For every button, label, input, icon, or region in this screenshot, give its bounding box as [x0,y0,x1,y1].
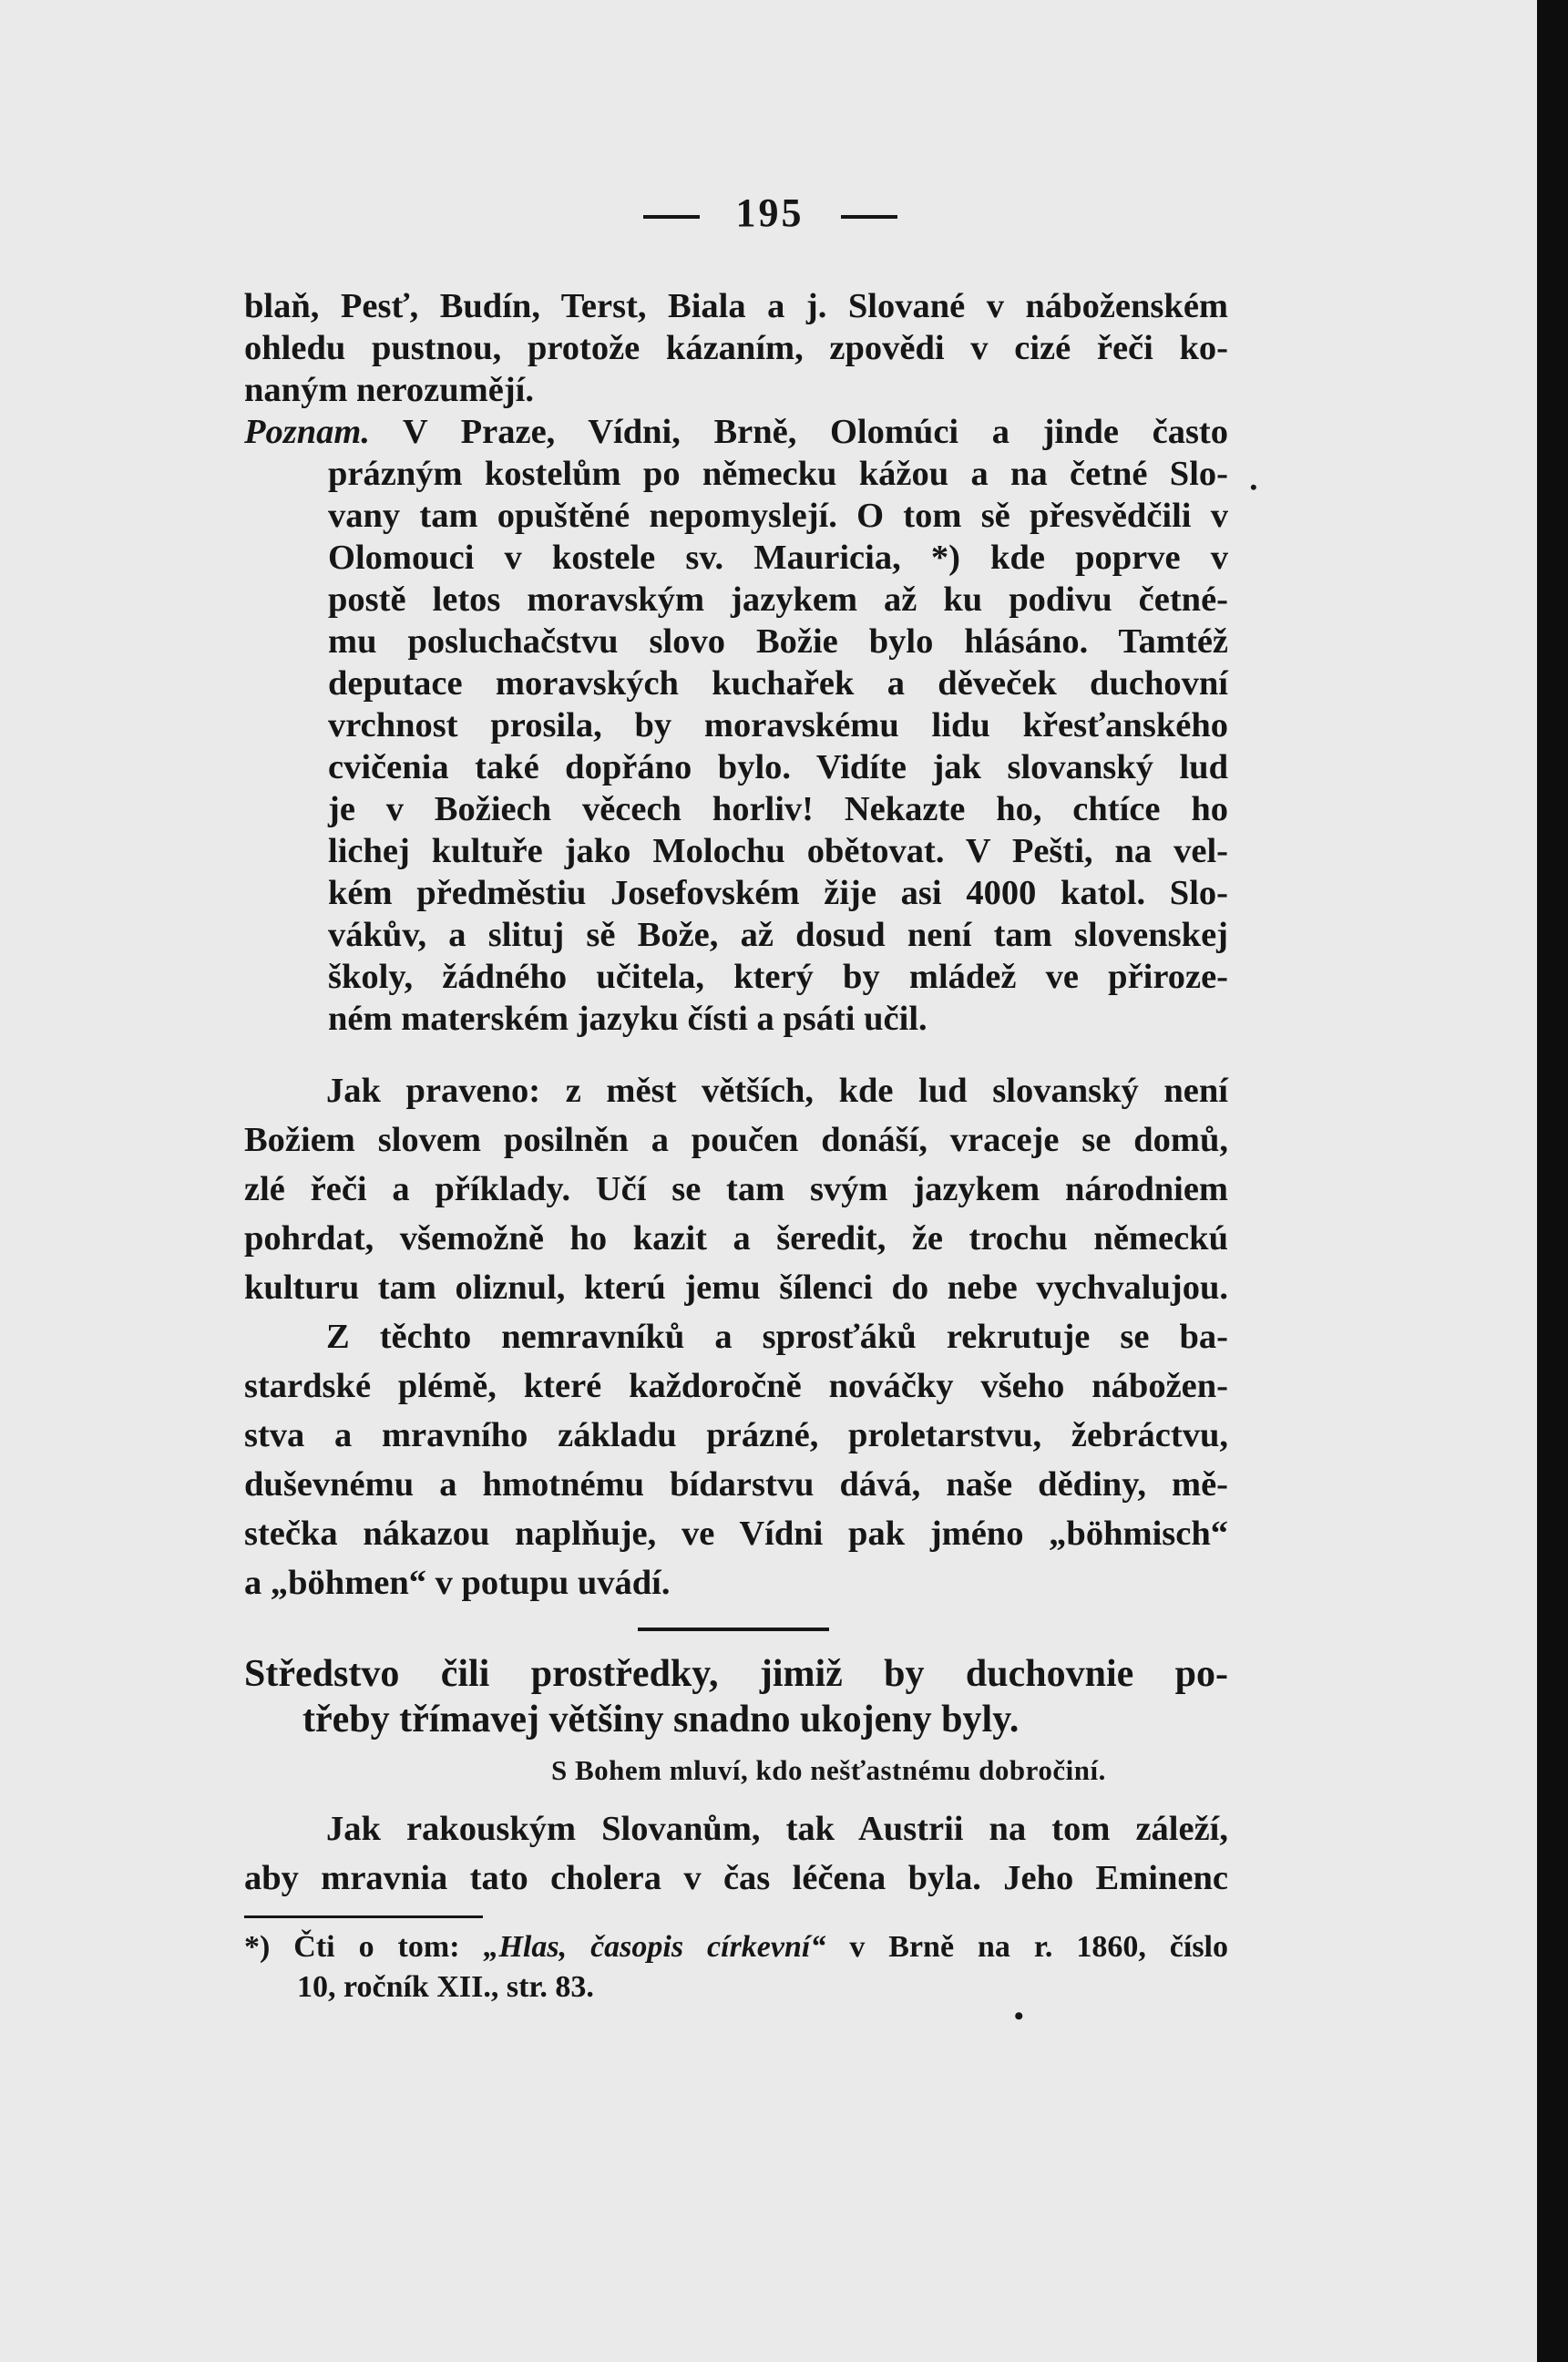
note-line: lichej kultuře jako Molochu obětovat. V Pešti, na vel- [328,832,1228,870]
paragraph-line: Z těchto nemravníků a sprosťáků rekrutuje se ba- [326,1318,1228,1356]
note-line: deputace moravských kuchařek a děveček duchovní [328,664,1228,703]
paragraph-line: Jak rakouským Slovanům, tak Austrii na tom záleží, [326,1810,1228,1848]
paragraph-line: Božiem slovem posilněn a poučen donáší, vraceje se domů, [244,1121,1228,1159]
page-number-dash-right [841,215,897,219]
page-number-dash-left [643,215,700,219]
page-edge-border [1537,0,1568,2362]
paragraph-line: kulturu tam oliznul, kterú jemu šílenci do nebe vychvalujou. [244,1268,1228,1307]
footnote-title: „Hlas, časopis církevní“ [483,1930,826,1964]
paragraph-line: Jak praveno: z měst větších, kde lud slovanský není [326,1072,1228,1110]
margin-mark: • [1250,476,1257,498]
heading-line: Středstvo čili prostředky, jimiž by duchovnie po- [244,1653,1228,1695]
intro-line: naným nerozumějí. [244,371,534,409]
note-line: kém předměstiu Josefovském žije asi 4000 katol. Slo- [328,874,1228,912]
note-line: je v Božiech věcech horliv! Nekazte ho, chtíce ho [328,790,1228,828]
section-paragraph [244,1804,1228,1903]
intro-line: blaň, Pesť, Budín, Terst, Biala a j. Slované v náboženském [244,287,1228,325]
note-line: školy, žádného učitela, který by mládež ve přiroze- [328,958,1228,996]
paragraph-line: pohrdat, všemožně ho kazit a šeredit, že trochu německú [244,1219,1228,1258]
paragraph-line: a „böhmen“ v potupu uvádí. [244,1564,671,1602]
paragraph-line: stečka nákazou naplňuje, ve Vídni pak jméno „böhmisch“ [244,1515,1228,1553]
footnote-line: 10, ročník XII., str. 83. [297,1970,594,2004]
note-line: ném materském jazyku čísti a psáti učil. [328,1000,927,1038]
intro-line: ohledu pustnou, protože kázaním, zpovědi v cizé řeči ko- [244,329,1228,367]
paragraph-line: zlé řeči a příklady. Učí se tam svým jazykem národniem [244,1170,1228,1208]
note-line: postě letos moravským jazykem až ku podivu četné- [328,580,1228,619]
paragraph-line: aby mravnia tato cholera v čas léčena byla. Jeho Eminenc [244,1859,1228,1897]
footnote-line: *) Čti o tom: „Hlas, časopis církevní“ v Brně na r. 1860, číslo [244,1930,1228,1964]
paragraph-line: stva a mravního základu prázné, proletarstvu, žebráctvu, [244,1416,1228,1454]
note-line: mu posluchačstvu slovo Božie bylo hlásáno. Tamtéž [328,622,1228,661]
motto: S Bohem mluví, kdo nešťastnému dobročiní. [551,1754,1106,1786]
paragraph-line: duševnému a hmotnému bídarstvu dává, naše dědiny, mě- [244,1465,1228,1504]
note-line: vany tam opuštěné nepomyslejí. O tom sě přesvědčili v [328,497,1228,535]
page-number: 195 [0,190,1540,236]
footnote-divider [244,1915,483,1918]
note-first-line: Poznam. V Praze, Vídni, Brně, Olomúci a jinde často [244,413,1228,451]
paragraph-2 [244,1312,1228,1607]
main-text-block [244,285,1228,1040]
footnote [244,1927,1228,2008]
printer-mark: • [1014,2001,1024,2031]
note-line: cvičenia také dopřáno bylo. Vidíte jak slovanský lud [328,748,1228,786]
note-label: Poznam. [244,413,370,451]
heading-line: třeby třímavej většiny snadno ukojeny byly. [302,1699,1020,1741]
note-line: vákův, a slituj sě Bože, až dosud není tam slovenskej [328,916,1228,954]
paragraph-line: stardské plémě, které každoročně nováčky všeho nábožen- [244,1367,1228,1405]
note-line: Olomouci v kostele sv. Mauricia, *) kde poprve v [328,539,1228,577]
paragraph-1 [244,1066,1228,1312]
note-line: vrchnost prosila, by moravskému lidu křesťanského [328,706,1228,745]
section-divider [638,1628,829,1631]
footnote-marker: *) [244,1930,271,1964]
note-line: prázným kostelům po německu kážou a na četné Slo- [328,455,1228,493]
section-heading [244,1651,1228,1742]
